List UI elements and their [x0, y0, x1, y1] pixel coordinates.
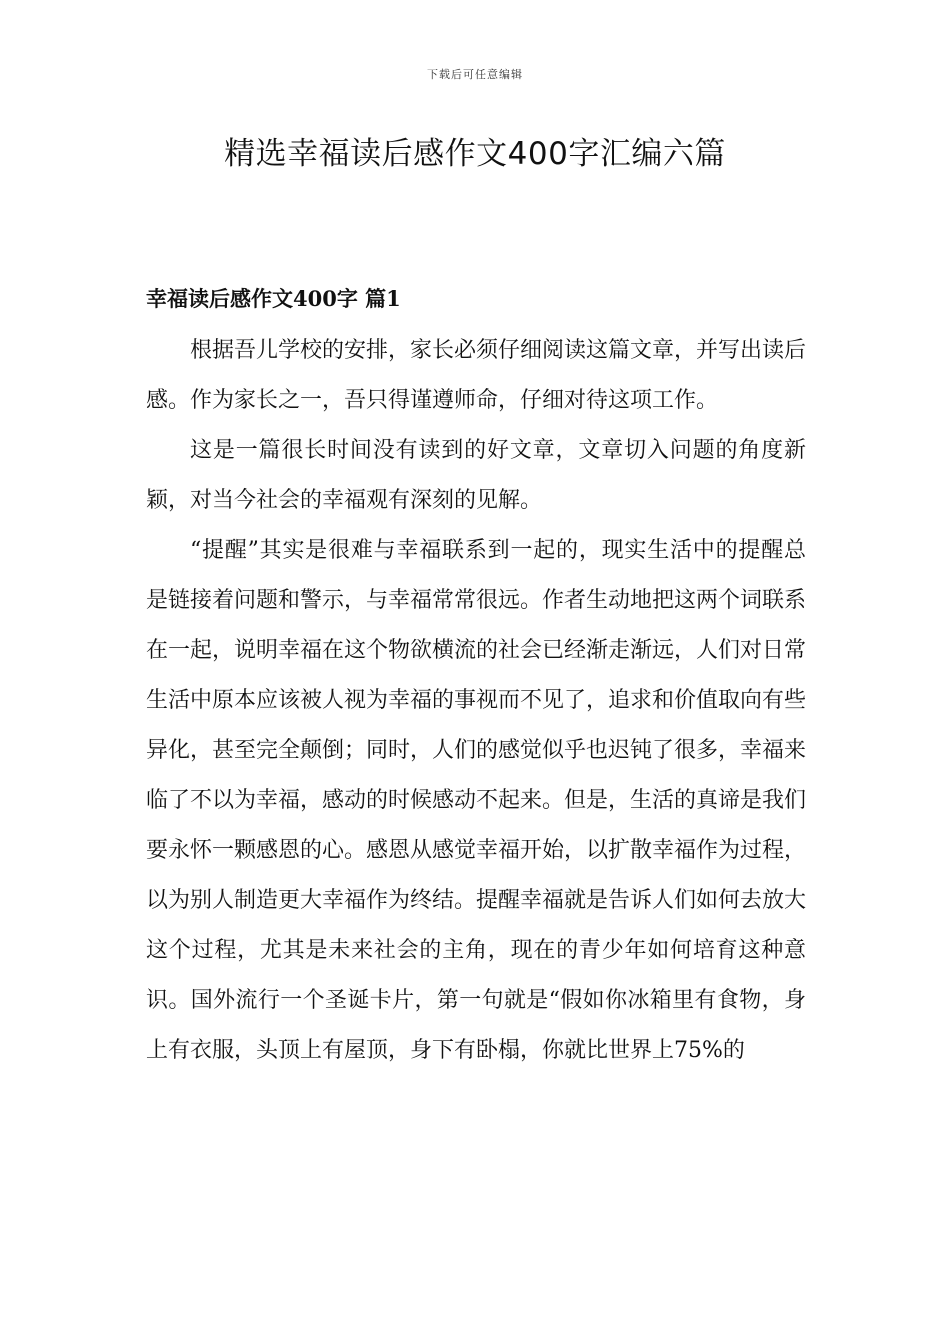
- paragraph-3: “提醒”其实是很难与幸福联系到一起的，现实生活中的提醒总是链接着问题和警示，与幸福常常很远。作者生动地把这两个词联系在一起，说明幸福在这个物欲横流的社会已经渐走渐远，人们对日常生活中原本应该被人视为幸福的事视而不见了，追求和价值取向有些异化，甚至完全颠倒；同时，人们的感觉似乎也迟钝了很多，幸福来临了不以为幸福，感动的时候感动不起来。但是，生活的真谛是我们要永怀一颗感恩的心。感恩从感觉幸福开始，以扩散幸福作为过程，以为别人制造更大幸福作为终结。提醒幸福就是告诉人们如何去放大这个过程，尤其是未来社会的主角，现在的青少年如何培育这种意识。国外流行一个圣诞卡片，第一句就是“假如你冰箱里有食物，身上有衣服，头顶上有屋顶，身下有卧榻，你就比世界上75%的: [146, 538, 807, 1063]
- header-note: 下载后可任意编辑: [427, 68, 523, 81]
- document-title: 精选幸福读后感作文400字汇编六篇: [224, 136, 726, 172]
- paragraph-1: 根据吾儿学校的安排，家长必须仔细阅读这篇文章，并写出读后感。作为家长之一，吾只得谨遵师命，仔细对待这项工作。: [146, 338, 807, 413]
- section-body: [146, 326, 806, 1076]
- section-heading: 幸福读后感作文400字 篇1: [146, 286, 401, 311]
- paragraph-2: 这是一篇很长时间没有读到的好文章，文章切入问题的角度新颖，对当今社会的幸福观有深刻的见解。: [146, 438, 806, 513]
